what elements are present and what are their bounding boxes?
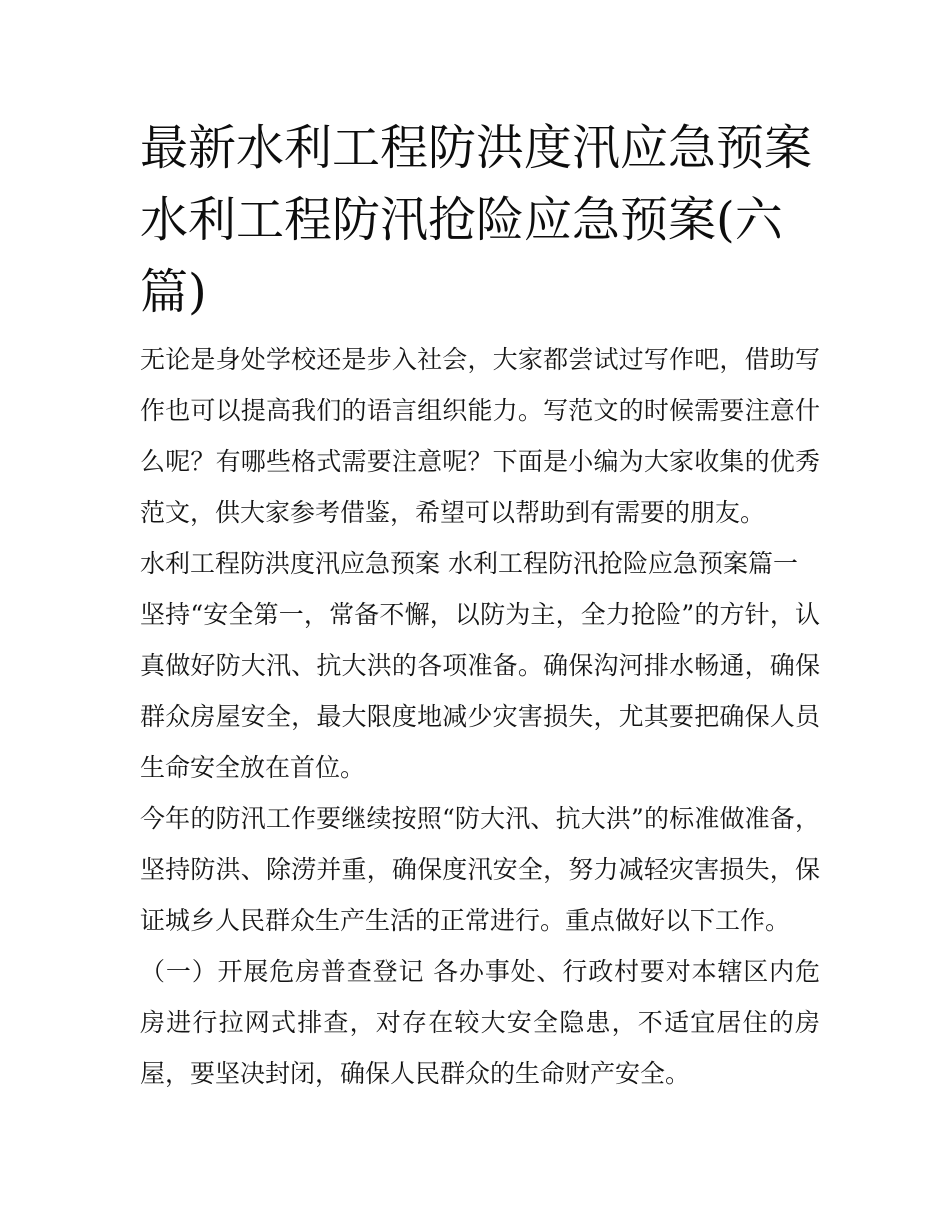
section-heading: 水利工程防洪度汛应急预案 水利工程防汛抢险应急预案篇一 — [140, 549, 798, 578]
title-block — [140, 112, 820, 328]
document-title: 最新水利工程防洪度汛应急预案 水利工程防汛抢险应急预案(六篇) — [140, 120, 813, 320]
item-one-paragraph: （一）开展危房普查登记 各办事处、行政村要对本辖区内危房进行拉网式排查，对存在较大安全隐患，不适宜居住的房屋，要坚决封闭，确保人民群众的生命财产安全。 — [140, 957, 820, 1088]
document-body — [140, 112, 820, 1099]
policy-paragraph: 坚持“安全第一，常备不懈，以防为主，全力抢险”的方针，认真做好防大汛、抗大洪的各项准备。确保沟河排水畅通，确保群众房屋安全，最大限度地减少灾害损失，尤其要把确保人员生命安全放在首位。 — [140, 600, 820, 782]
intro-paragraph: 无论是身处学校还是步入社会，大家都尝试过写作吧，借助写作也可以提高我们的语言组织能力。写范文的时候需要注意什么呢？有哪些格式需要注意呢？下面是小编为大家收集的优秀范文，供大家参考借鉴，希望可以帮助到有需要的朋友。 — [140, 345, 820, 527]
work-plan-paragraph: 今年的防汛工作要继续按照“防大汛、抗大洪”的标准做准备，坚持防洪、除涝并重，确保度汛安全，努力减轻灾害损失，保证城乡人民群众生产生活的正常进行。重点做好以下工作。 — [140, 804, 820, 935]
